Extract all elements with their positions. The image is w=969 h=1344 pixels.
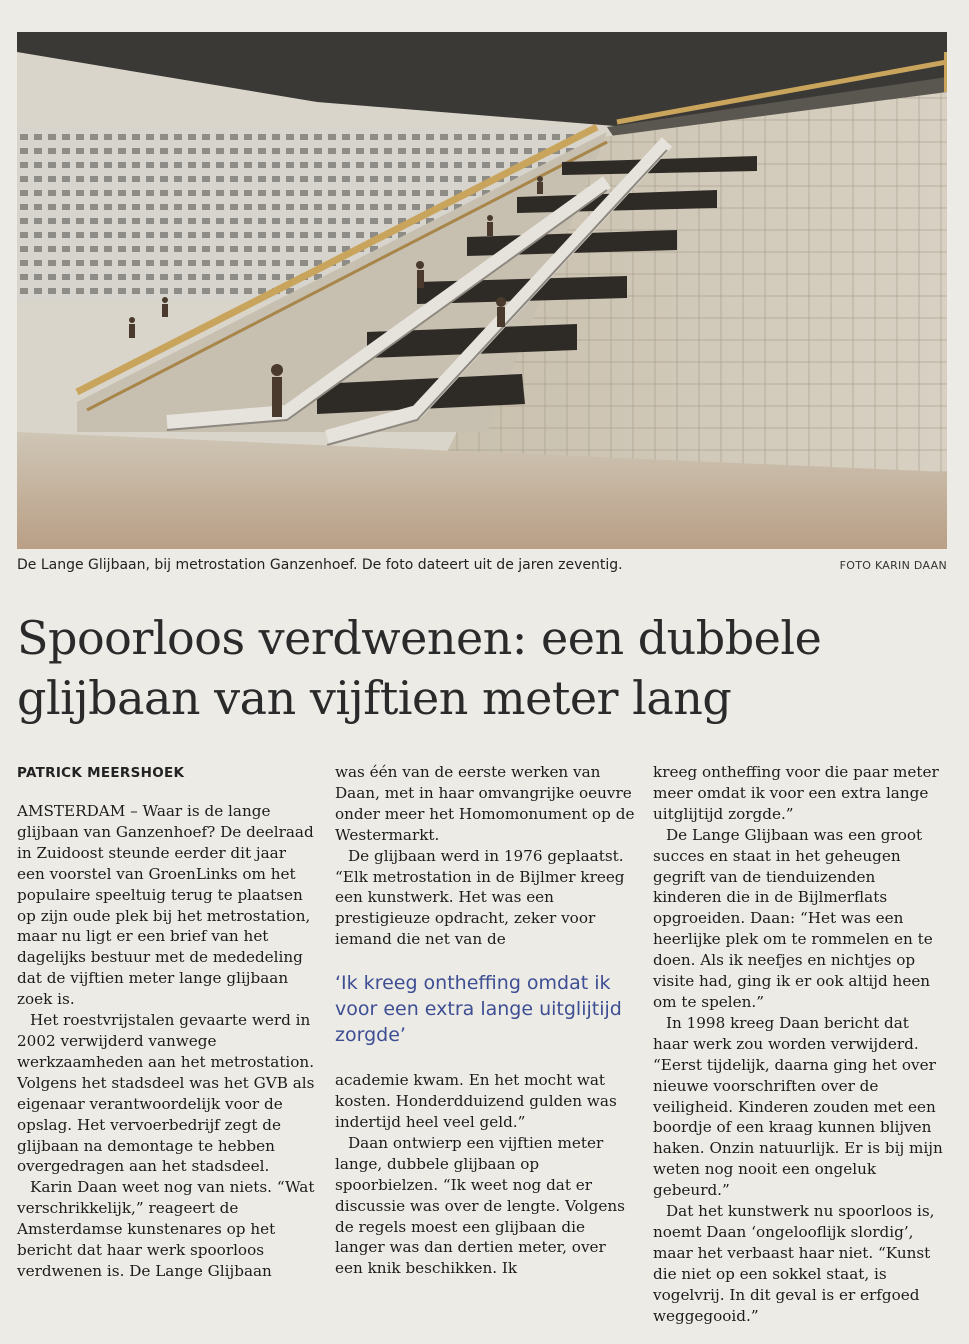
article-paragraph: De glijbaan werd in 1976 geplaatst. “Elk metrostation in de Bijlmer kreeg een kunstwerk. Het was een prestigieuze opdracht, zeker voor iemand die net van de: [335, 846, 625, 949]
photo-caption-bar: [17, 556, 947, 578]
article-paragraph: Het roestvrijstalen gevaarte werd in 2002 verwijderd vanwege werkzaamheden aan het metrostation. Volgens het stadsdeel was het GVB als eigenaar verantwoordelijk voor de opslag. Het vervoerbedrijf zegt de glijbaan na demontage te hebben overgedragen aan het stadsdeel.: [17, 1011, 315, 1176]
photo-credit: FOTO KARIN DAAN: [839, 559, 947, 572]
article-paragraph: Dat het kunstwerk nu spoorloos is, noemt Daan ‘ongelooflijk slordig’, maar het verbaast haar niet. “Kunst die niet op een sokkel staat, is vogelvrij. In dit geval is er erfgoed weggegooid.”: [653, 1202, 935, 1325]
paragraph-text: Waar is de lange glijbaan van Ganzenhoef? De deelraad in Zuidoost steunde eerder dit jaar een voorstel van GroenLinks om het populaire speeltuig terug te plaatsen op zijn oude plek bij het metrostation, maar nu ligt er een brief van het dagelijks bestuur met de mededeling dat de vijftien meter lange glijbaan zoek is.: [17, 802, 314, 1009]
article-paragraph: De Lange Glijbaan was een groot succes en staat in het geheugen gegrift van de tienduizenden kinderen die in de Bijlmerflats opgroeiden. Daan: “Het was een heerlijke plek om te rommelen en te doen. Als ik neefjes en nichtjes op visite had, ging ik er ook altijd heen om te spelen.”: [653, 825, 933, 1011]
article-headline: Spoorloos verdwenen: een dubbele glijbaan van vijftien meter lang: [17, 611, 822, 725]
pull-quote: ‘Ik kreeg ontheffing omdat ik voor een extra lange uitglijtijd zorgde’: [335, 972, 622, 1047]
article-paragraph: [17, 801, 317, 1010]
article-column-2: [335, 762, 635, 1279]
article-paragraph: In 1998 kreeg Daan bericht dat haar werk zou worden verwijderd. “Eerst tijdelijk, daarna ging het over nieuwe voorschriften over de veiligheid. Kinderen zouden met een boordje of een kraag kunnen blijven haken. Onzin natuurlijk. Er is bij mijn weten nog nooit een ongeluk gebeurd.”: [653, 1013, 943, 1200]
article-paragraph: was één van de eerste werken van Daan, met in haar omvangrijke oeuvre onder meer het Homomonument op de Westermarkt.: [335, 763, 635, 844]
photo-slide-image: [17, 32, 947, 549]
article-paragraph: kreeg ontheffing voor die paar meter meer omdat ik voor een extra lange uitglijtijd zorgde.”: [653, 763, 939, 823]
article-photo: [17, 32, 947, 549]
dateline: AMSTERDAM –: [17, 802, 138, 820]
byline: PATRICK MEERSHOEK: [17, 765, 185, 781]
article-paragraph: Daan ontwierp een vijftien meter lange, dubbele glijbaan op spoorbielzen. “Ik weet nog dat er discussie was over de lengte. Volgens de regels moest een glijbaan die langer was dan dertien meter, over een knik beschikken. Ik: [335, 1133, 625, 1278]
article-column-3: [653, 762, 948, 1326]
photo-caption: De Lange Glijbaan, bij metrostation Ganzenhoef. De foto dateert uit de jaren zeventig.: [17, 557, 623, 573]
article-paragraph: academie kwam. En het mocht wat kosten. Honderdduizend gulden was indertijd heel veel geld.”: [335, 1071, 617, 1131]
article-paragraph: Karin Daan weet nog van niets. “Wat verschrikkelijk,” reageert de Amsterdamse kunstenares op het bericht dat haar werk spoorloos verdwenen is. De Lange Glijbaan: [17, 1178, 315, 1280]
article-column-1: [17, 762, 317, 1282]
